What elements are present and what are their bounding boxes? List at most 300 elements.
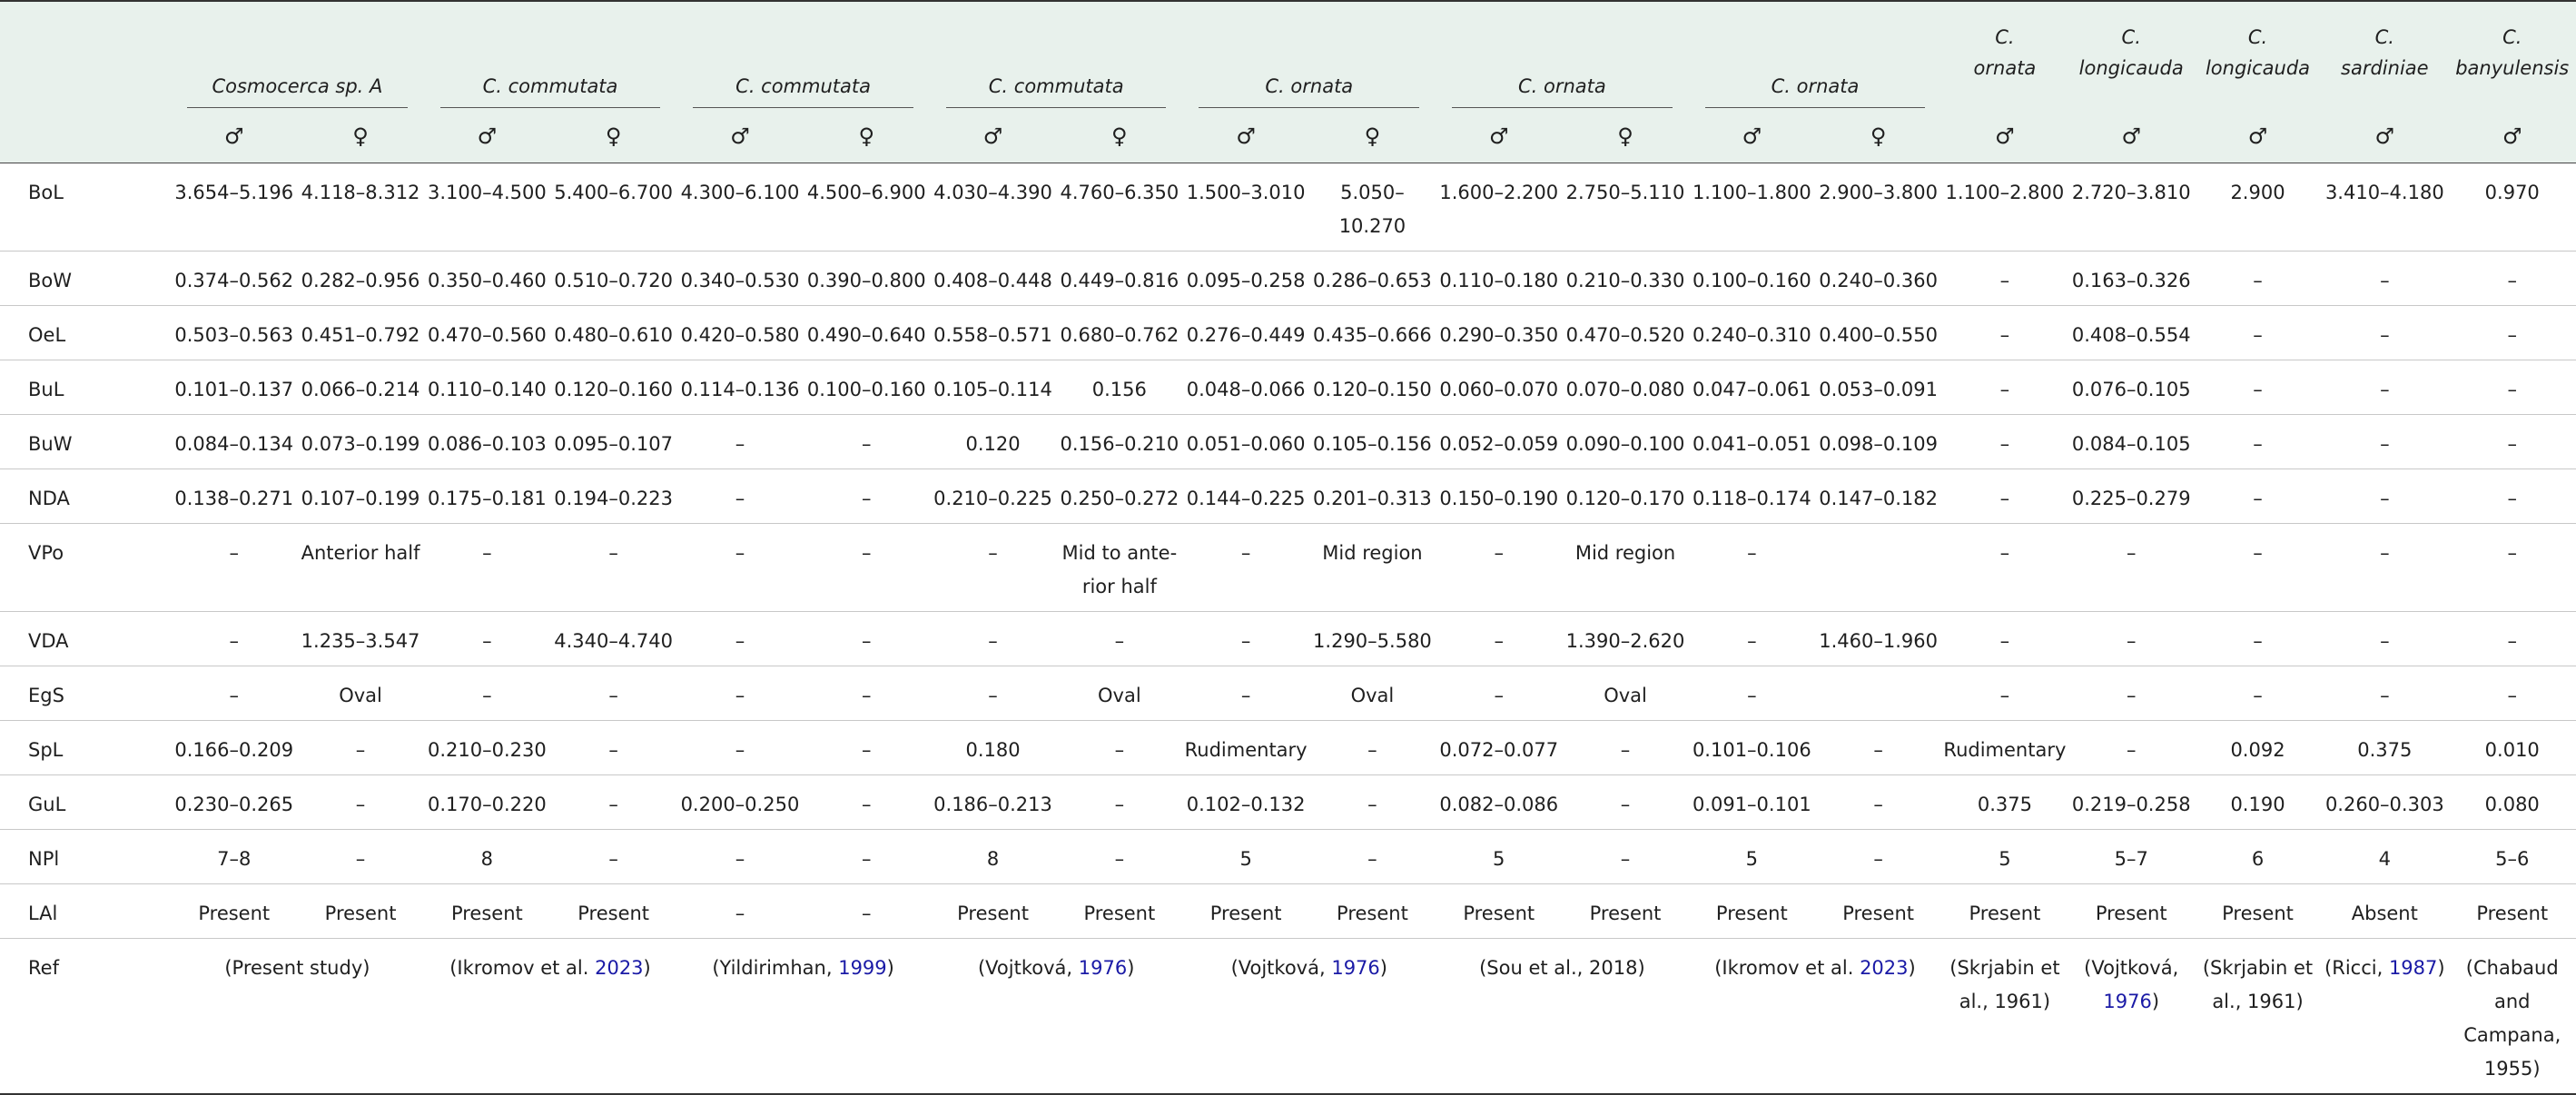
table-cell: – — [2321, 612, 2448, 666]
table-cell: Present — [171, 884, 297, 939]
table-cell: – — [2195, 666, 2321, 721]
table-cell: – — [2448, 612, 2576, 666]
table-row — [0, 775, 2576, 830]
table-cell: 0.435–0.666 — [1309, 306, 1436, 360]
sex-symbol: ♀ — [1056, 110, 1182, 163]
table-cell: – — [171, 666, 297, 721]
table-cell: – — [2195, 469, 2321, 524]
table-cell: 2.900 — [2195, 163, 2321, 252]
table-cell: – — [2321, 360, 2448, 415]
table-cell: 0.510–0.720 — [550, 252, 676, 306]
table-cell: 1.100–2.800 — [1941, 163, 2068, 252]
sex-header-row — [0, 110, 2576, 163]
table-cell: – — [550, 830, 676, 884]
table-row — [0, 360, 2576, 415]
sex-symbol: ♂ — [2195, 110, 2321, 163]
table-cell: 0.105–0.114 — [930, 360, 1056, 415]
table-row — [0, 306, 2576, 360]
reference-text: (Vojtková, — [977, 957, 1079, 979]
table-cell: – — [2448, 306, 2576, 360]
table-cell: – — [2321, 415, 2448, 469]
sex-symbol: ♀ — [804, 110, 930, 163]
reference-text: (Ikromov et al. — [449, 957, 596, 979]
table-cell: 0.276–0.449 — [1182, 306, 1308, 360]
table-cell: 0.210–0.330 — [1562, 252, 1688, 306]
table-cell: – — [2448, 524, 2576, 612]
table-cell: – — [804, 721, 930, 775]
table-cell: – — [1941, 524, 2068, 612]
species-name: C. ornata — [1705, 70, 1926, 108]
reference-cell — [2321, 939, 2448, 1095]
table-cell: – — [2068, 524, 2195, 612]
table-cell: 0.490–0.640 — [804, 306, 930, 360]
table-cell: 2.750–5.110 — [1562, 163, 1688, 252]
table-cell: – — [804, 612, 930, 666]
sex-symbol: ♂ — [2321, 110, 2448, 163]
table-cell: – — [424, 612, 550, 666]
table-cell: – — [804, 775, 930, 830]
table-cell: 5.050–10.270 — [1309, 163, 1436, 252]
species-name: C. commutata — [440, 70, 661, 108]
row-label: BuW — [0, 415, 171, 469]
table-cell: 1.100–1.800 — [1689, 163, 1815, 252]
table-cell: 0.101–0.106 — [1689, 721, 1815, 775]
table-cell: 2.900–3.800 — [1815, 163, 1941, 252]
species-header-cell — [1436, 1, 1689, 110]
table-cell: 0.194–0.223 — [550, 469, 676, 524]
table-cell: – — [424, 524, 550, 612]
species-header-cell — [424, 1, 677, 110]
reference-text: ) — [886, 957, 894, 979]
table-cell: – — [297, 830, 423, 884]
species-epithet: longicauda — [2205, 57, 2311, 79]
table-cell: – — [804, 469, 930, 524]
table-cell: 0.110–0.180 — [1436, 252, 1562, 306]
sex-symbol: ♀ — [297, 110, 423, 163]
table-cell: Present — [1436, 884, 1562, 939]
table-cell: 0.408–0.554 — [2068, 306, 2195, 360]
table-cell: – — [1056, 775, 1182, 830]
table-cell: 0.051–0.060 — [1182, 415, 1308, 469]
table-cell: – — [1182, 524, 1308, 612]
table-cell: 0.073–0.199 — [297, 415, 423, 469]
table-cell: – — [676, 721, 803, 775]
species-name: C. commutata — [693, 70, 913, 108]
table-cell: – — [804, 830, 930, 884]
table-cell: Present — [297, 884, 423, 939]
row-label: OeL — [0, 306, 171, 360]
table-cell: – — [1436, 524, 1562, 612]
table-row — [0, 524, 2576, 612]
reference-cell — [1689, 939, 1942, 1095]
reference-text: (Vojtková, — [2084, 957, 2179, 979]
table-cell: – — [2448, 252, 2576, 306]
table-cell: 5 — [1182, 830, 1308, 884]
table-cell: 0.190 — [2195, 775, 2321, 830]
reference-text: (Vojtková, — [1230, 957, 1332, 979]
table-row — [0, 830, 2576, 884]
table-cell: 0.084–0.134 — [171, 415, 297, 469]
table-cell: Mid to ante- rior half — [1056, 524, 1182, 612]
sex-symbol: ♀ — [1562, 110, 1688, 163]
table-cell: 0.156–0.210 — [1056, 415, 1182, 469]
table-cell: – — [1056, 721, 1182, 775]
table-cell: 4.300–6.100 — [676, 163, 803, 252]
table-cell: 0.120 — [930, 415, 1056, 469]
reference-cell — [930, 939, 1183, 1095]
table-cell: – — [2448, 415, 2576, 469]
table-cell: 0.066–0.214 — [297, 360, 423, 415]
table-cell: – — [2321, 524, 2448, 612]
table-cell: – — [1941, 612, 2068, 666]
row-label: NPl — [0, 830, 171, 884]
table-cell: – — [2195, 360, 2321, 415]
species-genus: C. — [2374, 26, 2394, 48]
sex-symbol: ♀ — [550, 110, 676, 163]
table-cell: – — [1689, 666, 1815, 721]
table-cell: – — [804, 884, 930, 939]
table-cell: – — [1436, 612, 1562, 666]
table-cell: – — [297, 775, 423, 830]
table-cell: 0.095–0.258 — [1182, 252, 1308, 306]
species-header-row — [0, 1, 2576, 110]
table-cell: 0.072–0.077 — [1436, 721, 1562, 775]
species-header-cell — [2321, 1, 2448, 110]
table-cell: 0.070–0.080 — [1562, 360, 1688, 415]
table-cell: 1.500–3.010 — [1182, 163, 1308, 252]
table-cell: 5 — [1941, 830, 2068, 884]
table-cell: – — [2448, 360, 2576, 415]
table-cell: 0.147–0.182 — [1815, 469, 1941, 524]
reference-cell — [2195, 939, 2321, 1095]
table-cell: 5 — [1689, 830, 1815, 884]
species-genus: C. — [2121, 26, 2141, 48]
table-cell: 0.156 — [1056, 360, 1182, 415]
reference-text: ) — [1127, 957, 1135, 979]
table-cell: 0.200–0.250 — [676, 775, 803, 830]
table-cell: – — [2321, 666, 2448, 721]
table-cell: – — [1562, 830, 1688, 884]
table-cell: – — [2321, 252, 2448, 306]
species-epithet: ornata — [1973, 57, 2037, 79]
table-cell: 0.080 — [2448, 775, 2576, 830]
species-header-cell — [171, 1, 424, 110]
table-cell — [1815, 524, 1941, 612]
table-cell: – — [2448, 469, 2576, 524]
table-cell: – — [676, 666, 803, 721]
table-cell: – — [676, 469, 803, 524]
table-cell: 4.760–6.350 — [1056, 163, 1182, 252]
table-cell: 1.460–1.960 — [1815, 612, 1941, 666]
sex-symbol: ♂ — [676, 110, 803, 163]
reference-text: (Present study) — [224, 957, 370, 979]
table-cell: – — [2068, 612, 2195, 666]
sex-symbol: ♂ — [171, 110, 297, 163]
table-cell: Mid region — [1562, 524, 1688, 612]
table-cell: 3.100–4.500 — [424, 163, 550, 252]
table-cell: 4.030–4.390 — [930, 163, 1056, 252]
table-row — [0, 721, 2576, 775]
table-cell: 0.086–0.103 — [424, 415, 550, 469]
table-cell: – — [2321, 306, 2448, 360]
table-row — [0, 252, 2576, 306]
sex-symbol: ♂ — [424, 110, 550, 163]
reference-cell — [676, 939, 930, 1095]
table-cell: Anterior half — [297, 524, 423, 612]
reference-cell — [171, 939, 424, 1095]
species-header-cell — [1689, 1, 1942, 110]
table-cell: – — [1562, 775, 1688, 830]
table-cell: 0.250–0.272 — [1056, 469, 1182, 524]
table-cell: Present — [550, 884, 676, 939]
table-cell: 0.175–0.181 — [424, 469, 550, 524]
species-genus: C. — [2247, 26, 2268, 48]
table-cell: Present — [1056, 884, 1182, 939]
table-cell: 0.375 — [2321, 721, 2448, 775]
sex-symbol: ♀ — [1815, 110, 1941, 163]
table-cell: – — [1182, 612, 1308, 666]
table-cell: – — [171, 524, 297, 612]
table-cell: 3.654–5.196 — [171, 163, 297, 252]
table-cell: Present — [2068, 884, 2195, 939]
table-cell: – — [676, 612, 803, 666]
species-name: C. ornata — [1199, 70, 1419, 108]
species-header-cell — [930, 1, 1183, 110]
table-cell: – — [676, 830, 803, 884]
table-cell: 0.100–0.160 — [1689, 252, 1815, 306]
row-label: Ref — [0, 939, 171, 1095]
table-cell: – — [804, 524, 930, 612]
table-cell: – — [2195, 252, 2321, 306]
table-cell: 2.720–3.810 — [2068, 163, 2195, 252]
reference-cell — [1941, 939, 2068, 1095]
table-cell: – — [1309, 775, 1436, 830]
table-cell: – — [676, 524, 803, 612]
row-label: LAl — [0, 884, 171, 939]
table-cell: 0.163–0.326 — [2068, 252, 2195, 306]
table-cell: 0.120–0.160 — [550, 360, 676, 415]
table-cell: – — [1941, 306, 2068, 360]
table-cell: – — [1941, 252, 2068, 306]
table-cell: 0.451–0.792 — [297, 306, 423, 360]
table-cell: 0.210–0.225 — [930, 469, 1056, 524]
table-cell: – — [2195, 612, 2321, 666]
table-cell: 0.082–0.086 — [1436, 775, 1562, 830]
table-cell: Rudimentary — [1182, 721, 1308, 775]
table-cell: – — [550, 775, 676, 830]
table-cell: 0.470–0.560 — [424, 306, 550, 360]
table-cell: 0.970 — [2448, 163, 2576, 252]
table-cell: – — [550, 666, 676, 721]
table-cell: 0.480–0.610 — [550, 306, 676, 360]
reference-text: (Sou et al., 2018) — [1479, 957, 1645, 979]
table-cell: – — [2448, 666, 2576, 721]
reference-year-link[interactable]: 1976 — [1078, 957, 1128, 979]
species-header-cell — [1182, 1, 1436, 110]
table-cell: 0.120–0.170 — [1562, 469, 1688, 524]
reference-text: ) — [1908, 957, 1916, 979]
species-name: C. ornata — [1452, 70, 1673, 108]
species-header-cell — [676, 1, 930, 110]
row-label: VDA — [0, 612, 171, 666]
reference-text: (Skrjabin et al., 1961) — [2202, 957, 2314, 1012]
table-cell: Mid region — [1309, 524, 1436, 612]
reference-row — [0, 939, 2576, 1095]
table-cell: 3.410–4.180 — [2321, 163, 2448, 252]
table-cell: 4.340–4.740 — [550, 612, 676, 666]
row-label: GuL — [0, 775, 171, 830]
table-cell: 0.010 — [2448, 721, 2576, 775]
table-cell — [1815, 666, 1941, 721]
sex-symbol: ♂ — [1941, 110, 2068, 163]
table-cell: 0.060–0.070 — [1436, 360, 1562, 415]
table-cell: 0.408–0.448 — [930, 252, 1056, 306]
row-label: EgS — [0, 666, 171, 721]
table-cell: 0.150–0.190 — [1436, 469, 1562, 524]
table-cell: 0.400–0.550 — [1815, 306, 1941, 360]
species-epithet: longicauda — [2078, 57, 2184, 79]
table-cell: – — [2195, 306, 2321, 360]
sex-symbol: ♂ — [2068, 110, 2195, 163]
table-cell: – — [424, 666, 550, 721]
table-cell: – — [1815, 830, 1941, 884]
table-cell: 0.105–0.156 — [1309, 415, 1436, 469]
table-cell: – — [1941, 469, 2068, 524]
row-label: SpL — [0, 721, 171, 775]
table-cell: 0.144–0.225 — [1182, 469, 1308, 524]
reference-text: (Yildirimhan, — [712, 957, 839, 979]
table-cell: Present — [2195, 884, 2321, 939]
table-cell: 7–8 — [171, 830, 297, 884]
table-cell: – — [1689, 524, 1815, 612]
reference-text: ) — [2151, 991, 2160, 1012]
table-row — [0, 884, 2576, 939]
table-cell: 0.048–0.066 — [1182, 360, 1308, 415]
table-cell: – — [1941, 415, 2068, 469]
table-cell: – — [1056, 830, 1182, 884]
table-cell: – — [2195, 415, 2321, 469]
table-cell: – — [550, 524, 676, 612]
table-cell: Present — [1182, 884, 1308, 939]
table-cell: 0.225–0.279 — [2068, 469, 2195, 524]
sex-symbol: ♂ — [1436, 110, 1562, 163]
table-cell: 0.375 — [1941, 775, 2068, 830]
reference-year-link[interactable]: 1976 — [2103, 991, 2152, 1012]
table-cell: 4.500–6.900 — [804, 163, 930, 252]
reference-cell — [1182, 939, 1436, 1095]
table-cell: 0.286–0.653 — [1309, 252, 1436, 306]
reference-year-link[interactable]: 1987 — [2388, 957, 2438, 979]
table-cell: – — [171, 612, 297, 666]
table-row — [0, 469, 2576, 524]
reference-text: (Ricci, — [2324, 957, 2389, 979]
table-cell: 0.052–0.059 — [1436, 415, 1562, 469]
reference-text: ) — [1379, 957, 1387, 979]
species-epithet: sardiniae — [2341, 57, 2429, 79]
table-cell: 0.240–0.310 — [1689, 306, 1815, 360]
table-row — [0, 163, 2576, 252]
species-epithet: banyulensis — [2455, 57, 2570, 79]
table-row — [0, 666, 2576, 721]
table-cell: Oval — [297, 666, 423, 721]
reference-text: (Skrjabin et al., 1961) — [1949, 957, 2060, 1012]
header-corner-cell — [0, 110, 171, 163]
table-cell: 0.186–0.213 — [930, 775, 1056, 830]
species-header-cell — [1941, 1, 2068, 110]
reference-text: ) — [643, 957, 651, 979]
table-cell: – — [930, 666, 1056, 721]
reference-text: ) — [2437, 957, 2445, 979]
reference-text: (Ikromov et al. — [1714, 957, 1860, 979]
table-cell: Oval — [1309, 666, 1436, 721]
row-label: VPo — [0, 524, 171, 612]
table-cell: 0.340–0.530 — [676, 252, 803, 306]
table-cell: 0.114–0.136 — [676, 360, 803, 415]
species-genus: C. — [2502, 26, 2522, 48]
table-cell: – — [804, 415, 930, 469]
species-name: Cosmocerca sp. A — [187, 70, 408, 108]
table-cell: – — [930, 524, 1056, 612]
table-cell: 0.100–0.160 — [804, 360, 930, 415]
table-cell: Rudimentary — [1941, 721, 2068, 775]
table-cell: Oval — [1056, 666, 1182, 721]
table-cell: 0.201–0.313 — [1309, 469, 1436, 524]
table-row — [0, 415, 2576, 469]
table-cell: 0.374–0.562 — [171, 252, 297, 306]
table-cell: – — [1941, 666, 2068, 721]
table-cell: – — [1562, 721, 1688, 775]
table-cell: 0.120–0.150 — [1309, 360, 1436, 415]
table-cell: – — [1689, 612, 1815, 666]
table-cell: 0.084–0.105 — [2068, 415, 2195, 469]
species-header-cell — [2068, 1, 2195, 110]
table-cell: 1.600–2.200 — [1436, 163, 1562, 252]
table-cell: 0.107–0.199 — [297, 469, 423, 524]
table-cell: 0.110–0.140 — [424, 360, 550, 415]
table-cell: – — [930, 612, 1056, 666]
table-cell: 5 — [1436, 830, 1562, 884]
reference-year-link[interactable]: 2023 — [1860, 957, 1909, 979]
table-cell: 5–6 — [2448, 830, 2576, 884]
table-cell: 6 — [2195, 830, 2321, 884]
reference-year-link[interactable]: 1976 — [1331, 957, 1380, 979]
table-cell: 0.102–0.132 — [1182, 775, 1308, 830]
table-cell: – — [676, 884, 803, 939]
reference-cell — [424, 939, 677, 1095]
table-cell: – — [550, 721, 676, 775]
reference-year-link[interactable]: 2023 — [595, 957, 644, 979]
species-genus: C. — [1995, 26, 2015, 48]
reference-year-link[interactable]: 1999 — [838, 957, 887, 979]
table-cell: 0.101–0.137 — [171, 360, 297, 415]
sex-symbol: ♂ — [1689, 110, 1815, 163]
table-cell: – — [1309, 721, 1436, 775]
sex-symbol: ♂ — [930, 110, 1056, 163]
table-cell: Present — [1815, 884, 1941, 939]
table-cell: – — [1815, 721, 1941, 775]
table-cell: 0.047–0.061 — [1689, 360, 1815, 415]
species-name: C. commutata — [946, 70, 1167, 108]
table-cell: 0.076–0.105 — [2068, 360, 2195, 415]
row-label: BoW — [0, 252, 171, 306]
table-cell: 0.503–0.563 — [171, 306, 297, 360]
table-cell: – — [1815, 775, 1941, 830]
row-label: BoL — [0, 163, 171, 252]
table-cell: 0.091–0.101 — [1689, 775, 1815, 830]
table-cell: 0.240–0.360 — [1815, 252, 1941, 306]
table-cell: 0.095–0.107 — [550, 415, 676, 469]
table-cell: – — [1309, 830, 1436, 884]
